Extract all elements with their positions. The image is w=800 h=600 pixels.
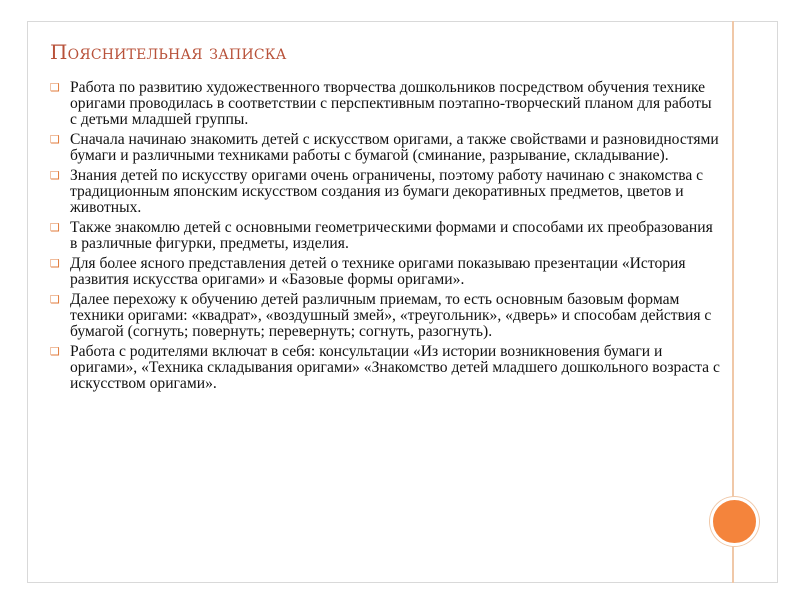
bullet-text: Далее перехожу к обучению детей различным приемам, то есть основным базовым формам техники оригами: «квадрат», «воздушный змей», «треугольник», «дверь» и способам действия с бумагой (согнуть; повернуть; перевернуть; согнуть, разогнуть). (70, 291, 712, 340)
bullet-text: Для более ясного представления детей о технике оригами показываю презентации «История развития искусства оригами» и «Базовые формы оригами». (70, 255, 686, 288)
bullet-item (50, 344, 722, 392)
bullet-item (50, 132, 722, 164)
bullet-item (50, 256, 722, 288)
bullet-text: Сначала начинаю знакомить детей с искусством оригами, а также свойствами и разновидностями бумаги и различными техниками работы с бумагой (сминание, разрывание, складывание). (70, 131, 719, 164)
bullet-item (50, 220, 722, 252)
checkbox-bullet-icon: ❑ (50, 81, 60, 94)
bullet-text: Работа с родителями включат в себя: консультации «Из истории возникновения бумаги и оригами», «Техника складывания оригами» «Знакомство детей младшего дошкольного возраста с искусством оригами». (70, 343, 720, 392)
bullet-text: Знания детей по искусству оригами очень ограничены, поэтому работу начинаю с знакомства с традиционным японским искусством создания из бумаги декоративных предметов, цветов и животных. (70, 167, 704, 216)
checkbox-bullet-icon: ❑ (50, 133, 60, 146)
bullet-text: Работа по развитию художественного творчества дошкольников посредством обучения технике оригами проводилась в соответствии с перспективным поэтапно-творческий планом для работы с детьми младшей группы. (70, 79, 712, 128)
checkbox-bullet-icon: ❑ (50, 293, 60, 306)
bullet-item (50, 80, 722, 128)
checkbox-bullet-icon: ❑ (50, 169, 60, 182)
slide-title: Пояснительная записка (50, 40, 287, 64)
bullet-item (50, 168, 722, 216)
bullet-item (50, 292, 722, 340)
orange-circle-decoration (710, 497, 759, 546)
checkbox-bullet-icon: ❑ (50, 257, 60, 270)
checkbox-bullet-icon: ❑ (50, 345, 60, 358)
bullet-list (50, 80, 722, 396)
checkbox-bullet-icon: ❑ (50, 221, 60, 234)
bullet-text: Также знакомлю детей с основными геометрическими формами и способами их преобразования в различные фигурки, предметы, изделия. (70, 219, 713, 252)
